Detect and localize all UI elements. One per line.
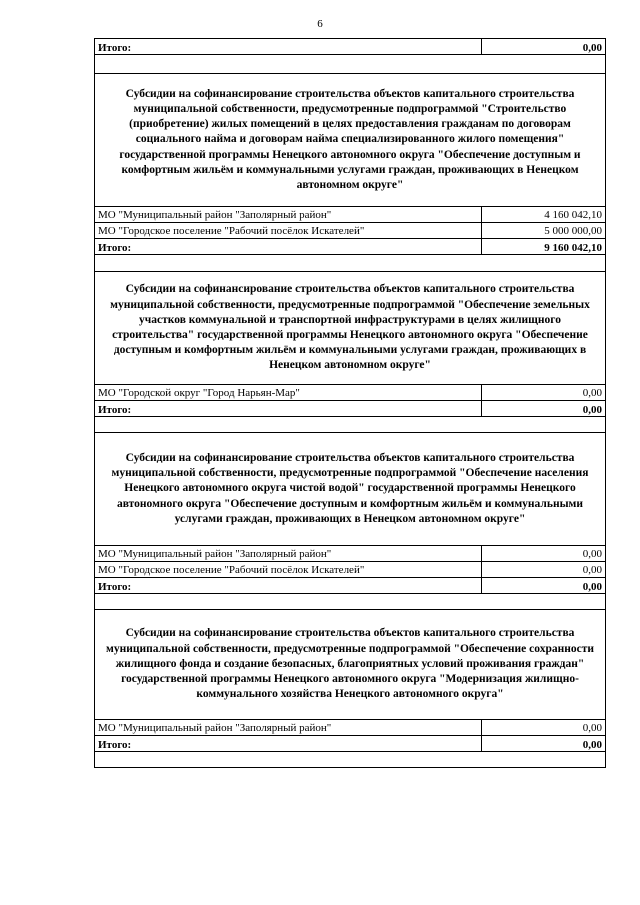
total-label: Итого:: [95, 578, 482, 593]
table-row: [95, 207, 605, 223]
total-label: Итого:: [95, 736, 482, 751]
total-value: 9 160 042,10: [544, 242, 602, 254]
amount-value: 5 000 000,00: [544, 225, 602, 237]
total-row: [95, 736, 605, 752]
separator: [95, 752, 605, 768]
subsidy-table: [94, 38, 606, 768]
amount-value: 0,00: [582, 387, 602, 399]
total-value: 0,00: [582, 42, 602, 54]
table-row: [95, 546, 605, 562]
municipality-name: МО "Муниципальный район "Заполярный район": [95, 546, 482, 561]
section-heading-text: Субсидии на софинансирование строительства объектов капитального строительства муниципальной собственности, предусмотренные подпрограммой "Строительство (приобретение) жилых помещений в целях предоставления гражданам по договорам социального найма и договорам найма специализированного жилого помещения" государственной программы Ненецкого автономного округа "Обеспечение доступным и комфортным жильём и коммунальными услугами граждан, проживающих в Ненецком автономном округе": [119, 87, 581, 191]
total-row: [95, 578, 605, 594]
section-heading: [95, 610, 605, 720]
amount-value: 4 160 042,10: [544, 209, 602, 221]
page-number: 6: [317, 18, 323, 30]
total-row: [95, 239, 605, 255]
section-heading: [95, 272, 605, 385]
table-row: [95, 562, 605, 578]
municipality-name: МО "Муниципальный район "Заполярный район": [95, 207, 482, 222]
top-total-row: [95, 39, 605, 55]
table-row: [95, 720, 605, 736]
total-value: 0,00: [582, 739, 602, 751]
table-row: [95, 385, 605, 401]
separator: [95, 55, 605, 74]
section-heading-text: Субсидии на софинансирование строительства объектов капитального строительства муниципальной собственности, предусмотренные подпрограммой "Обеспечение сохранности жилищного фонда и создание безопасных, благоприятных условий проживания граждан" государственной программы Ненецкого автономного округа "Модернизация жилищно-коммунального хозяйства Ненецкого автономного округа": [105, 627, 594, 701]
separator: [95, 417, 605, 433]
section-heading-text: Субсидии на софинансирование строительства объектов капитального строительства муниципальной собственности, предусмотренные подпрограммой "Обеспечение населения Ненецкого автономного округа чистой водой" государственной программы Ненецкого автономного округа "Обеспечение доступным и комфортным жильём и коммунальными услугами граждан, проживающих в Ненецком автономном округе": [111, 451, 589, 525]
amount-value: 0,00: [582, 564, 602, 576]
municipality-name: МО "Муниципальный район "Заполярный район": [95, 720, 482, 735]
municipality-name: МО "Городское поселение "Рабочий посёлок Искателей": [95, 223, 482, 238]
separator: [95, 255, 605, 272]
table-row: [95, 223, 605, 239]
amount-value: 0,00: [582, 548, 602, 560]
total-label: Итого:: [95, 239, 482, 254]
municipality-name: МО "Городской округ "Город Нарьян-Мар": [95, 385, 482, 400]
total-label: Итого:: [95, 401, 482, 416]
total-label: Итого:: [95, 39, 482, 54]
section-heading: [95, 74, 605, 207]
amount-value: 0,00: [582, 722, 602, 734]
section-heading: [95, 433, 605, 546]
municipality-name: МО "Городское поселение "Рабочий посёлок Искателей": [95, 562, 482, 577]
total-value: 0,00: [582, 404, 602, 416]
total-row: [95, 401, 605, 417]
total-value: 0,00: [582, 581, 602, 593]
separator: [95, 594, 605, 610]
section-heading-text: Субсидии на софинансирование строительства объектов капитального строительства муниципальной собственности, предусмотренные подпрограммой "Обеспечение земельных участков коммунальной и транспортной инфраструктурами в целях жилищного строительства" государственной программы Ненецкого автономного округа "Обеспечение доступным и комфортным жильём и коммунальными услугами граждан, проживающих в Ненецком автономном округе": [110, 283, 590, 372]
